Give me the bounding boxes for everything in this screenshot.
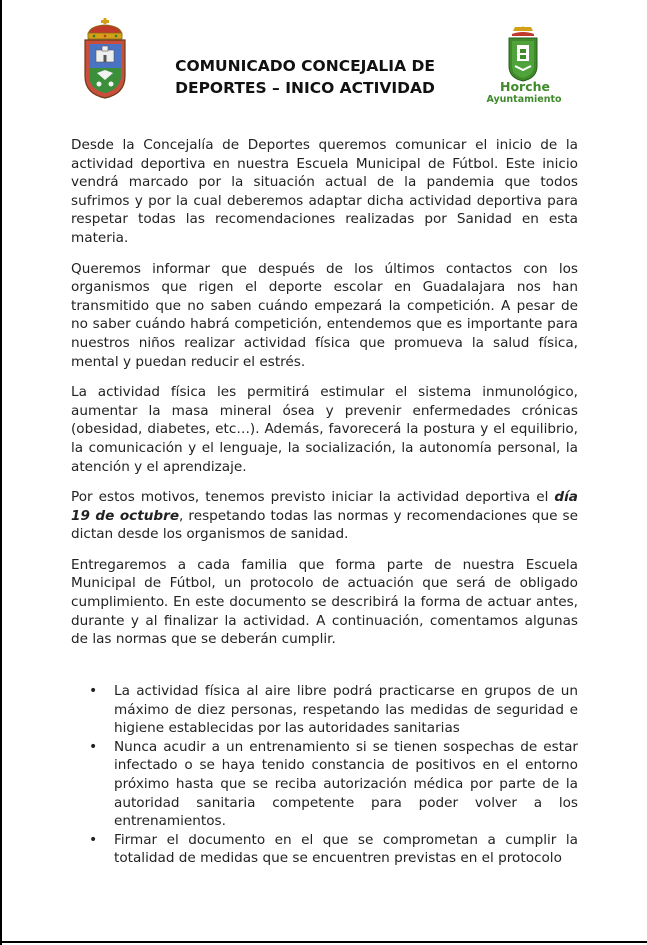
bullet-icon: • — [89, 831, 98, 848]
list-item — [71, 682, 578, 738]
letter-body — [71, 136, 578, 661]
page-border-bottom — [0, 941, 647, 943]
bullet-icon: • — [89, 683, 98, 699]
paragraph-benefits: La actividad física les permitirá estimular el sistema inmunológico, aumentar la masa mineral ósea y prevenir enfermedades crónicas (obesidad, diabetes, etc…). Además, favorecerá la postura y el equilibrio, la comunicación y el lenguaje, la socialización, la autonomía personal, la atención y el aprendizaje. — [71, 384, 578, 475]
paragraph-start-date — [71, 488, 578, 544]
page-title-line-1: COMUNICADO CONCEJALIA DE — [175, 57, 435, 75]
paragraph-protocol: Entregaremos a cada familia que forma parte de nuestra Escuela Municipal de Fútbol, un protocolo de actuación que será de obligado cumplimiento. En este documento se describirá la forma de actuar antes, durante y al finalizar la actividad. A continuación, comentamos algunas de las normas que se deberán cumplir. — [71, 556, 578, 648]
paragraph-competition: Queremos informar que después de los últimos contactos con los organismos que rigen el deporte escolar en Guadalajara nos han transmitido que no saben cuándo empezará la competición. A pesar de no saber cuándo habrá competición, entendemos que es importante para nuestros niños realizar actividad física que promueva la salud física, mental y puedan reducir el estrés. — [71, 260, 578, 370]
list-item-text: Nunca acudir a un entrenamiento si se tienen sospechas de estar infectado o se haya tenido constancia de positivos en el entorno próximo hasta que se reciba autorización médica por parte de la autoridad sanitaria competente para poder volver a los entrenamientos. — [114, 738, 578, 830]
logo-subtitle: Ayuntamiento — [486, 94, 562, 105]
municipal-crest-icon — [82, 18, 128, 100]
start-date-highlight: día 19 de octubre — [71, 489, 578, 524]
page-border-left — [0, 0, 2, 945]
bullet-icon: • — [89, 738, 98, 755]
paragraph-intro: Desde la Concejalía de Deportes queremos comunicar el inicio de la actividad deportiva en nuestra Escuela Municipal de Fútbol. Este inicio vendrá marcado por la situación actual de la pandemia que todos sufrimos y por la cual deberemos adaptar dicha actividad deportiva para respetar todas las recomendaciones realizadas por Sanidad en esta materia. — [71, 137, 578, 246]
page-title — [140, 55, 470, 99]
page-title-line-2: DEPORTES – INICO ACTIVIDAD — [175, 79, 435, 97]
list-item — [71, 831, 578, 868]
horche-logo-icon — [493, 26, 553, 82]
start-date-tail: , respetando todas las normas y recomendaciones que se dictan desde los organismos de sanidad. — [71, 507, 578, 543]
rules-list — [71, 682, 578, 868]
logo-name: Horche — [500, 79, 550, 94]
list-item — [71, 738, 578, 831]
start-date-lead: Por estos motivos, tenemos previsto iniciar la actividad deportiva el — [71, 489, 555, 506]
list-item-text: Firmar el documento en el que se comprometan a cumplir la totalidad de medidas que se encuentren previstas en el protocolo — [114, 831, 578, 867]
list-item-text: La actividad física al aire libre podrá practicarse en grupos de un máximo de diez personas, respetando las medidas de seguridad e higiene establecidas por las autoridades sanitarias — [114, 683, 578, 737]
document-header — [0, 0, 647, 120]
